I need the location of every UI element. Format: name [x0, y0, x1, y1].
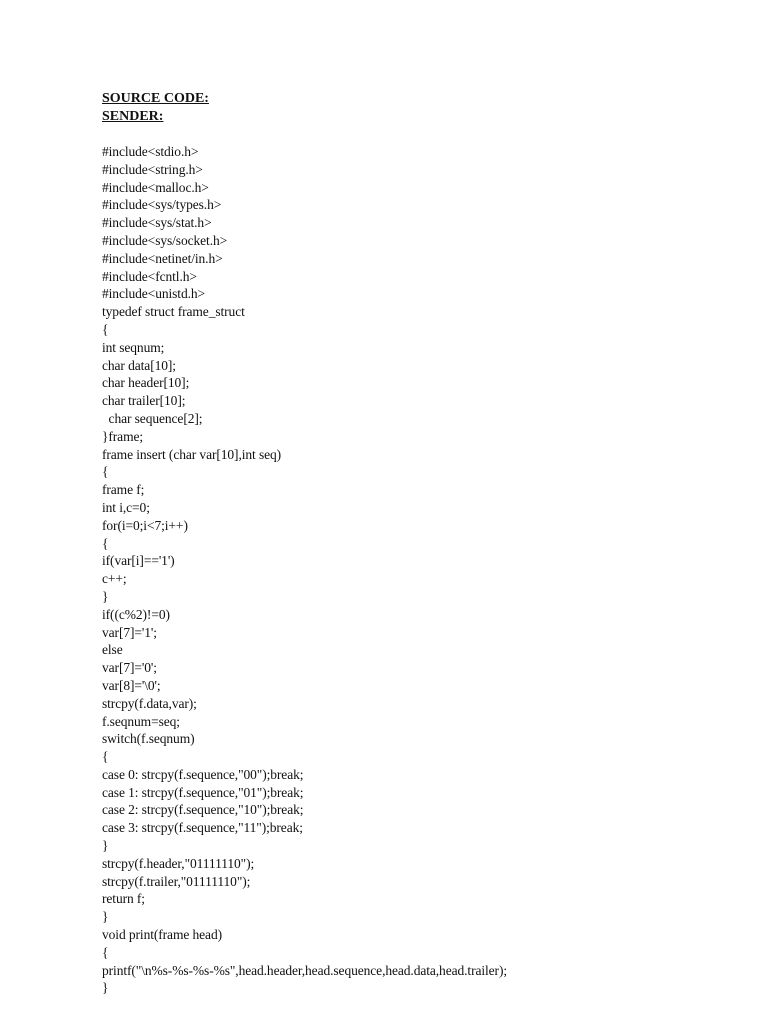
code-line: {: [102, 944, 109, 960]
code-line: strcpy(f.trailer,"01111110");: [102, 873, 251, 889]
code-line: return f;: [102, 891, 145, 907]
document-content: [102, 90, 742, 997]
code-line: #include<unistd.h>: [102, 286, 206, 302]
code-line: #include<sys/stat.h>: [102, 215, 212, 231]
code-line: #include<fcntl.h>: [102, 268, 197, 284]
code-line: int seqnum;: [102, 339, 165, 355]
code-line: void print(frame head): [102, 927, 222, 943]
code-line: strcpy(f.data,var);: [102, 695, 197, 711]
code-line: #include<string.h>: [102, 161, 203, 177]
code-line: c++;: [102, 571, 127, 587]
code-line: {: [102, 749, 109, 765]
section-heading-source-code: SOURCE CODE:: [102, 91, 209, 106]
code-line: #include<malloc.h>: [102, 179, 209, 195]
code-line: int i,c=0;: [102, 499, 150, 515]
code-line: }: [102, 980, 109, 996]
code-line: {: [102, 535, 109, 551]
code-line: case 1: strcpy(f.sequence,"01");break;: [102, 784, 304, 800]
code-line: }: [102, 838, 109, 854]
code-line: char header[10];: [102, 375, 190, 391]
code-line: switch(f.seqnum): [102, 731, 195, 747]
code-line: frame insert (char var[10],int seq): [102, 446, 282, 462]
code-line: char data[10];: [102, 357, 176, 373]
code-line: }: [102, 909, 109, 925]
code-line: if(var[i]=='1'): [102, 553, 175, 569]
code-line: case 0: strcpy(f.sequence,"00");break;: [102, 766, 304, 782]
code-line: var[7]='1';: [102, 624, 157, 640]
code-line: strcpy(f.header,"01111110");: [102, 855, 255, 871]
code-line: {: [102, 464, 109, 480]
source-code-block: [102, 143, 742, 997]
code-line: var[8]='\0';: [102, 677, 161, 693]
code-line: char trailer[10];: [102, 393, 186, 409]
code-line: case 2: strcpy(f.sequence,"10");break;: [102, 802, 304, 818]
code-line: printf("\n%s-%s-%s-%s",head.header,head.sequence,head.data,head.trailer);: [102, 962, 507, 978]
blank-line: [102, 126, 742, 143]
code-line: if((c%2)!=0): [102, 606, 170, 622]
code-line: }frame;: [102, 428, 144, 444]
code-line: frame f;: [102, 482, 145, 498]
code-line: }: [102, 588, 109, 604]
code-line: else: [102, 642, 123, 658]
code-line: char sequence[2];: [102, 410, 203, 426]
code-line: var[7]='0';: [102, 660, 157, 676]
code-line: f.seqnum=seq;: [102, 713, 180, 729]
code-line: #include<stdio.h>: [102, 144, 199, 159]
code-line: {: [102, 321, 109, 337]
code-line: case 3: strcpy(f.sequence,"11");break;: [102, 820, 303, 836]
code-line: #include<netinet/in.h>: [102, 250, 223, 266]
code-line: #include<sys/socket.h>: [102, 232, 228, 248]
code-line: typedef struct frame_struct: [102, 304, 245, 320]
code-line: #include<sys/types.h>: [102, 197, 222, 213]
code-line: for(i=0;i<7;i++): [102, 517, 188, 533]
section-heading-sender: SENDER:: [102, 109, 164, 124]
